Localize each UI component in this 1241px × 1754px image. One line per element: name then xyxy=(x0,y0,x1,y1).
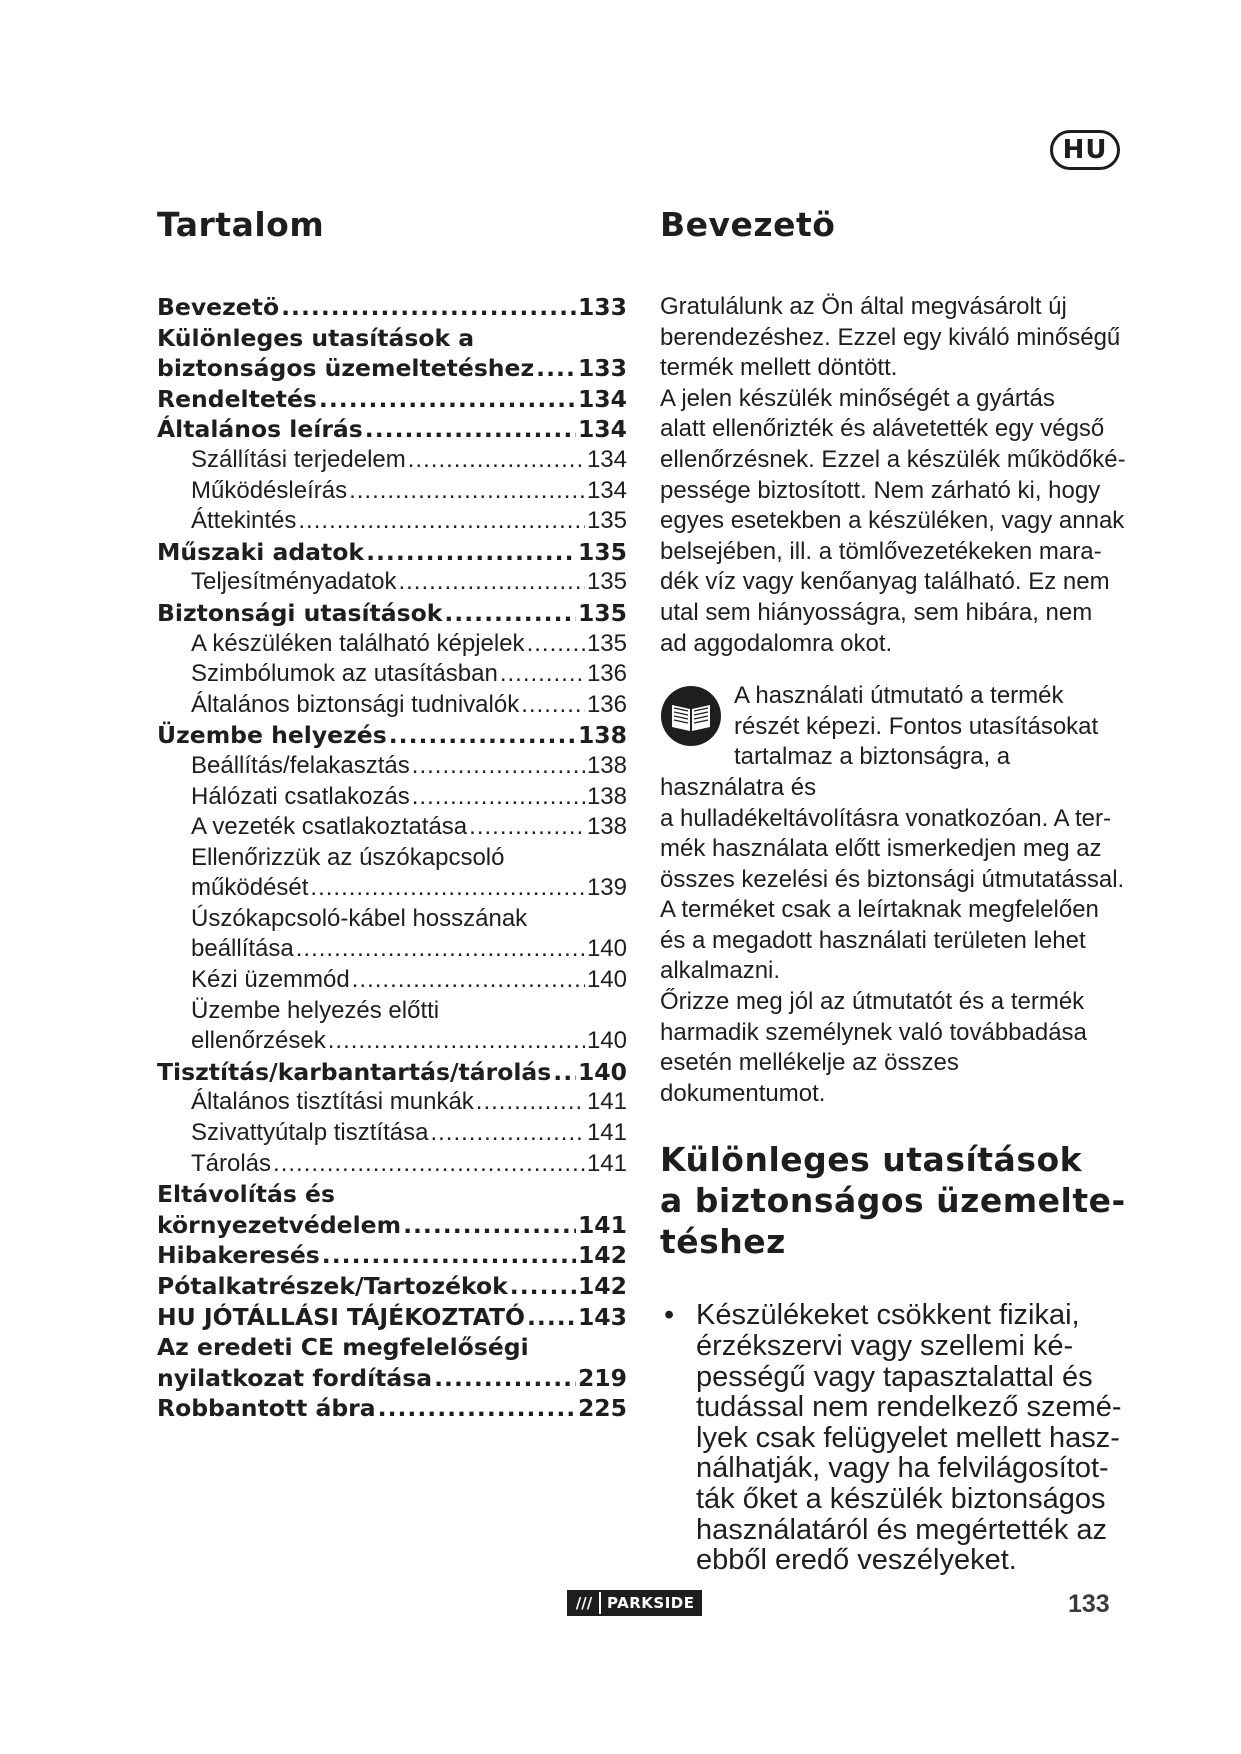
toc-leader-dots xyxy=(403,1210,576,1241)
bullet-line: nálhatják, vagy ha felvilágosítot- xyxy=(696,1452,1109,1485)
toc-entry-page: 138 xyxy=(586,782,627,810)
toc-entry-page: 134 xyxy=(577,415,627,444)
toc-leader-dots xyxy=(527,629,585,660)
toc-leader-dots xyxy=(366,537,576,568)
toc-leader-dots xyxy=(408,445,585,476)
toc-entry xyxy=(157,873,627,904)
toc-entry xyxy=(157,598,627,629)
toc-leader-dots xyxy=(500,659,585,690)
toc-entry xyxy=(157,1240,627,1271)
bullet-line: ták őket a készülék biztonságos xyxy=(696,1483,1106,1515)
toc-entry-page: 135 xyxy=(586,629,627,657)
toc-leader-dots xyxy=(322,1240,576,1271)
page-number: 133 xyxy=(1068,1590,1110,1618)
toc-entry-page: 219 xyxy=(577,1363,627,1392)
toc-entry-title: Általános leírás xyxy=(157,415,363,444)
toc-leader-dots xyxy=(412,751,585,782)
toc-leader-dots xyxy=(328,1026,585,1057)
toc-entry-title: Általános biztonsági tudnivalók xyxy=(191,690,520,718)
toc-entry-page: 140 xyxy=(586,1027,627,1055)
intro-line: alatt ellenőrizték és alávetették egy végső xyxy=(660,415,1105,443)
toc-entry-page: 225 xyxy=(577,1394,627,1423)
toc-entry xyxy=(157,567,627,598)
notice-line: Őrizze meg jól az útmutatót és a termék xyxy=(660,988,1085,1016)
language-badge: HU xyxy=(1050,130,1120,170)
toc-entry-title: Hálózati csatlakozás xyxy=(191,782,410,810)
toc-entry-page: 143 xyxy=(577,1302,627,1331)
toc-entry-page: 141 xyxy=(586,1149,627,1177)
toc-leader-dots xyxy=(527,1302,576,1333)
toc-entry xyxy=(157,1393,627,1424)
bullet-line: tudással nem rendelkező szemé- xyxy=(696,1391,1122,1424)
toc-entry-page: 138 xyxy=(577,721,627,750)
toc-leader-dots xyxy=(352,965,585,996)
toc-entry-title: Áttekintés xyxy=(191,507,297,535)
bullet-line: érzékszervi vagy szellemi ké- xyxy=(696,1330,1074,1363)
toc-entry-title: Üzembe helyezés xyxy=(157,721,387,750)
toc-entry xyxy=(157,1179,627,1210)
toc-leader-dots xyxy=(553,1057,576,1088)
intro-line: ad aggodalomra okot. xyxy=(660,629,893,657)
notice-line: A használati útmutató a termék xyxy=(734,682,1064,710)
toc-list xyxy=(157,292,627,1424)
toc-leader-dots xyxy=(319,384,576,415)
toc-entry xyxy=(157,1087,627,1118)
toc-entry-page: 135 xyxy=(586,507,627,535)
toc-entry-title: Hibakeresés xyxy=(157,1241,320,1270)
toc-entry xyxy=(157,445,627,476)
bullet-line: lyek csak felügyelet mellett hasz- xyxy=(696,1421,1120,1454)
toc-entry-title: Robbantott ábra xyxy=(157,1394,376,1423)
intro-line: Gratulálunk az Ön által megvásárolt új xyxy=(660,293,1067,320)
toc-leader-dots xyxy=(349,476,585,507)
bullet-line: pességű vagy tapasztalattal és xyxy=(696,1360,1093,1393)
toc-entry-page: 139 xyxy=(586,874,627,902)
toc-leader-dots xyxy=(476,1087,585,1118)
toc-leader-dots xyxy=(365,414,576,445)
toc-entry-title: HU JÓTÁLLÁSI TÁJÉKOZTATÓ xyxy=(157,1302,525,1331)
toc-entry-title: működését xyxy=(191,874,309,902)
toc-entry-page: 142 xyxy=(577,1241,627,1270)
intro-text xyxy=(660,292,1130,659)
toc-leader-dots xyxy=(510,1271,576,1302)
intro-line: termék mellett döntött. xyxy=(660,354,898,382)
toc-entry-title: A vezeték csatlakoztatása xyxy=(191,813,468,841)
toc-entry xyxy=(157,904,627,935)
toc-entry-title: Szimbólumok az utasításban xyxy=(191,660,498,688)
toc-leader-dots xyxy=(378,1393,576,1424)
table-of-contents-column xyxy=(157,205,627,1424)
notice-line: A terméket csak a leírtaknak megfelelően xyxy=(660,896,1099,924)
toc-entry-page: 138 xyxy=(586,813,627,841)
safety-title-line: Különleges utasítások xyxy=(660,1140,1083,1180)
toc-leader-dots xyxy=(310,873,585,904)
safety-section-title xyxy=(660,1139,1130,1262)
toc-entry-title: A készüléken található képjelek xyxy=(191,629,525,657)
toc-entry xyxy=(157,965,627,996)
toc-entry xyxy=(157,843,627,874)
toc-leader-dots xyxy=(273,1149,585,1180)
toc-entry-title: Tisztítás/karbantartás/tárolás xyxy=(157,1057,552,1086)
toc-entry-page: 136 xyxy=(586,660,627,688)
toc-entry-page: 136 xyxy=(586,690,627,718)
toc-entry xyxy=(157,812,627,843)
toc-entry xyxy=(157,1332,627,1363)
toc-entry-page: 135 xyxy=(577,598,627,627)
toc-entry xyxy=(157,996,627,1027)
toc-leader-dots xyxy=(434,1363,576,1394)
toc-leader-dots xyxy=(398,567,585,598)
toc-entry xyxy=(157,690,627,721)
intro-line: pessége biztosított. Nem zárható ki, hogy xyxy=(660,476,1101,504)
toc-entry-title: Ellenőrizzük az úszókapcsoló xyxy=(191,843,505,871)
bullet-line: ebből eredő veszélyeket. xyxy=(696,1544,1017,1577)
toc-entry-title: környezetvédelem xyxy=(157,1210,402,1239)
toc-entry-page: 138 xyxy=(586,751,627,779)
toc-entry xyxy=(157,1302,627,1333)
toc-leader-dots xyxy=(296,934,585,965)
toc-entry xyxy=(157,506,627,537)
intro-line: dék víz vagy kenőanyag található. Ez nem xyxy=(660,568,1110,596)
toc-entry xyxy=(157,782,627,813)
safety-bullet-list xyxy=(660,1300,1130,1575)
intro-line: berendezéshez. Ezzel egy kiváló minőségű xyxy=(660,323,1121,351)
toc-entry-page: 140 xyxy=(586,935,627,963)
toc-entry-title: Beállítás/felakasztás xyxy=(191,751,410,779)
notice-line: tartalmaz a biztonságra, a használatra és xyxy=(660,743,1011,801)
toc-entry-title: Pótalkatrészek/Tartozékok xyxy=(157,1272,508,1300)
toc-entry xyxy=(157,659,627,690)
toc-leader-dots xyxy=(298,506,585,537)
toc-entry-title: Úszókapcsoló-kábel hosszának xyxy=(191,904,528,932)
manual-notice xyxy=(660,681,1130,1109)
logo-text: PARKSIDE xyxy=(601,1592,700,1614)
intro-line: egyes esetekben a készüléken, vagy annak xyxy=(660,507,1125,535)
toc-entry-page: 142 xyxy=(577,1272,627,1300)
notice-line: harmadik személynek való továbbadása xyxy=(660,1018,1087,1046)
toc-entry-title: Működésleírás xyxy=(191,476,348,504)
intro-line: A jelen készülék minőségét a gyártás xyxy=(660,384,1055,412)
intro-line: ellenőrzésnek. Ezzel a készülék működőké- xyxy=(660,445,1126,473)
toc-entry xyxy=(157,1057,627,1088)
toc-entry-page: 134 xyxy=(586,445,627,473)
toc-leader-dots xyxy=(412,782,585,813)
notice-line: részét képezi. Fontos utasításokat xyxy=(734,712,1099,740)
toc-entry xyxy=(157,1363,627,1394)
notice-line: a hulladékeltávolításra vonatkozóan. A ter- xyxy=(660,804,1111,832)
toc-leader-dots xyxy=(536,353,576,384)
toc-entry xyxy=(157,384,627,415)
toc-entry-title: Biztonsági utasítások xyxy=(157,598,443,627)
toc-entry xyxy=(157,353,627,384)
toc-entry xyxy=(157,323,627,354)
safety-bullet xyxy=(660,1300,1130,1575)
book-icon xyxy=(660,685,722,747)
toc-entry-title: Bevezetö xyxy=(157,293,280,321)
toc-entry-title: Rendeltetés xyxy=(157,384,317,413)
toc-entry xyxy=(157,1210,627,1241)
toc-entry-title: biztonságos üzemeltetéshez xyxy=(157,354,535,383)
toc-leader-dots xyxy=(430,1118,585,1149)
toc-leader-dots xyxy=(469,812,585,843)
toc-entry-page: 133 xyxy=(577,293,627,321)
toc-entry-title: Szivattyútalp tisztítása xyxy=(191,1119,429,1147)
toc-leader-dots xyxy=(444,598,576,629)
toc-entry-title: Szállítási terjedelem xyxy=(191,445,406,473)
toc-title: Tartalom xyxy=(157,205,325,244)
bullet-line: használatáról és megértették az xyxy=(696,1513,1108,1546)
toc-entry-title: Általános tisztítási munkák xyxy=(191,1088,474,1116)
bullet-line: Készülékeket csökkent fizikai, xyxy=(696,1299,1080,1332)
toc-entry xyxy=(157,414,627,445)
bullet-dot: • xyxy=(664,1299,675,1332)
introduction-column xyxy=(660,205,1130,1576)
toc-entry xyxy=(157,1026,627,1057)
toc-entry-page: 133 xyxy=(577,354,627,383)
brand-logo xyxy=(567,1590,702,1616)
toc-entry-title: Az eredeti CE megfelelőségi xyxy=(157,1333,529,1362)
toc-entry xyxy=(157,720,627,751)
intro-line: belsejében, ill. a tömlővezetékeken mara- xyxy=(660,537,1102,565)
toc-entry xyxy=(157,476,627,507)
toc-entry xyxy=(157,1149,627,1180)
toc-leader-dots xyxy=(521,690,585,721)
logo-mark: /// xyxy=(569,1592,601,1614)
notice-line: mék használata előtt ismerkedjen meg az xyxy=(660,835,1102,863)
toc-entry-title: Kézi üzemmód xyxy=(191,966,350,994)
toc-entry xyxy=(157,751,627,782)
notice-line: és a megadott használati területen lehet xyxy=(660,926,1086,954)
toc-leader-dots xyxy=(389,720,576,751)
toc-entry-page: 135 xyxy=(577,537,627,566)
notice-line: esetén mellékelje az összes dokumentumot. xyxy=(660,1049,959,1107)
toc-entry-page: 134 xyxy=(577,384,627,413)
toc-entry-page: 141 xyxy=(577,1210,627,1239)
toc-entry-page: 134 xyxy=(586,476,627,504)
toc-entry-page: 140 xyxy=(577,1057,627,1086)
toc-entry-page: 140 xyxy=(586,966,627,994)
toc-entry-title: Üzembe helyezés előtti xyxy=(191,996,440,1024)
toc-entry xyxy=(157,1118,627,1149)
toc-entry xyxy=(157,629,627,660)
toc-entry-page: 135 xyxy=(586,568,627,596)
toc-entry-title: Eltávolítás és xyxy=(157,1180,335,1209)
intro-title: Bevezetö xyxy=(660,205,836,244)
toc-entry xyxy=(157,292,627,323)
safety-title-line: téshez xyxy=(660,1222,786,1262)
toc-entry-title: Műszaki adatok xyxy=(157,537,365,566)
toc-entry-title: Tárolás xyxy=(191,1149,272,1177)
toc-entry-page: 141 xyxy=(586,1119,627,1147)
toc-entry-title: ellenőrzések xyxy=(191,1027,326,1055)
intro-line: utal sem hiányosságra, sem hibára, nem xyxy=(660,598,1093,626)
toc-entry xyxy=(157,537,627,568)
toc-entry-title: beállítása xyxy=(191,935,294,963)
notice-line: összes kezelési és biztonsági útmutatással. xyxy=(660,865,1125,893)
toc-leader-dots xyxy=(281,292,576,323)
safety-title-line: a biztonságos üzemelte- xyxy=(660,1181,1126,1221)
notice-line: alkalmazni. xyxy=(660,957,781,985)
toc-entry-title: Teljesítményadatok xyxy=(191,568,397,596)
toc-entry-title: Különleges utasítások a xyxy=(157,323,475,352)
toc-entry xyxy=(157,1271,627,1302)
toc-entry xyxy=(157,934,627,965)
toc-entry-page: 141 xyxy=(586,1088,627,1116)
toc-entry-title: nyilatkozat fordítása xyxy=(157,1363,433,1392)
